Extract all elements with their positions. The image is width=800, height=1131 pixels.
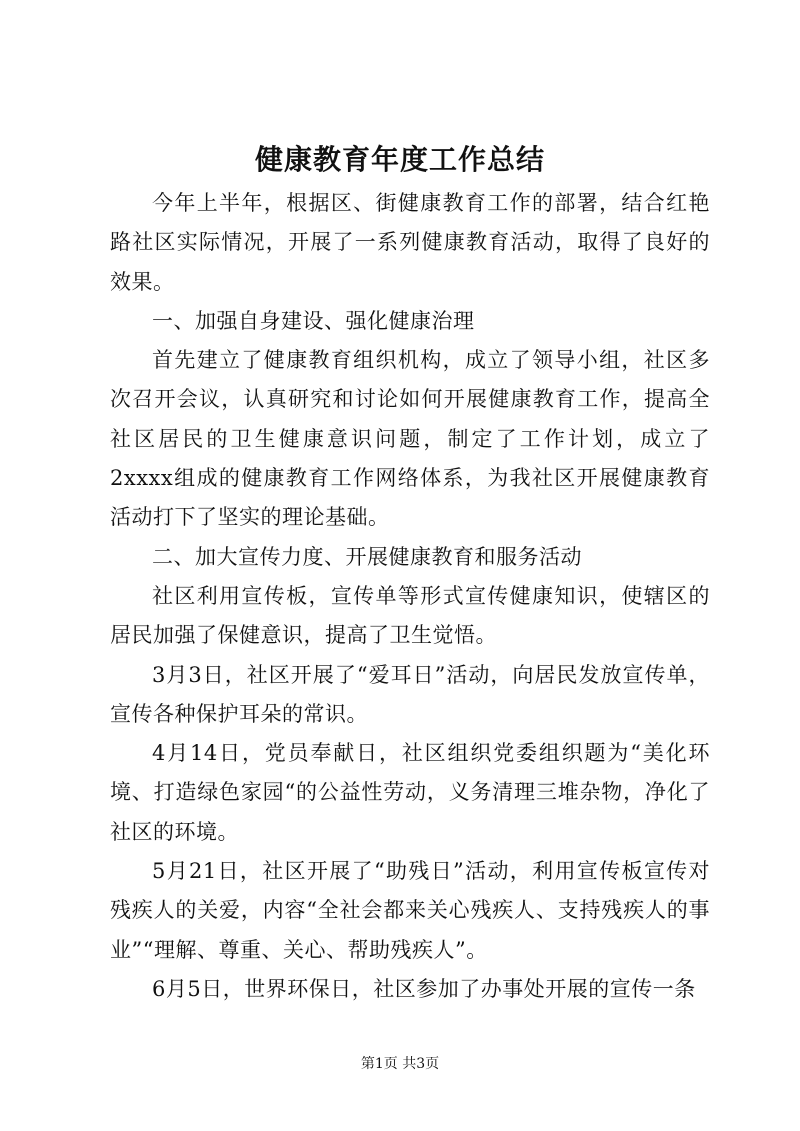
page-number: 第1页 共3页 <box>360 1056 440 1072</box>
section-heading-1: 一、加强自身建设、强化健康治理 <box>152 308 475 333</box>
paragraph-environment-day: 6月5日，世界环保日，社区参加了办事处开展的宣传一条 <box>152 976 696 1001</box>
paragraph-disability-day: 5月21日，社区开展了“助残日”活动，利用宣传板宣传对残疾人的关爱，内容“全社会都来关心残疾人、支持残疾人的事业”“理解、尊重、关心、帮助残疾人”。 <box>110 859 710 962</box>
paragraph-party-day: 4月14日，党员奉献日，社区组织党委组织题为“美化环境、打造绿色家园“的公益性劳动，义务清理三堆杂物，净化了社区的环境。 <box>110 741 710 844</box>
paragraph-ear-day: 3月3日，社区开展了“爱耳日”活动，向居民发放宣传单，宣传各种保护耳朵的常识。 <box>110 662 710 726</box>
paragraph-organization: 首先建立了健康教育组织机构，成立了领导小组，社区多次召开会议，认真研究和讨论如何开展健康教育工作，提高全社区居民的卫生健康意识问题，制定了工作计划，成立了2xxxx组成的健康教育工作网络体系，为我社区开展健康教育活动打下了坚实的理论基础。 <box>110 348 710 530</box>
document-title: 健康教育年度工作总结 <box>254 143 545 176</box>
paragraph-intro: 今年上半年，根据区、街健康教育工作的部署，结合红艳路社区实际情况，开展了一系列健康教育活动，取得了良好的效果。 <box>110 191 710 294</box>
section-heading-2: 二、加大宣传力度、开展健康教育和服务活动 <box>152 544 582 569</box>
paragraph-publicity: 社区利用宣传板，宣传单等形式宣传健康知识，使辖区的居民加强了保健意识，提高了卫生觉悟。 <box>110 583 710 648</box>
document-body <box>110 184 710 1009</box>
